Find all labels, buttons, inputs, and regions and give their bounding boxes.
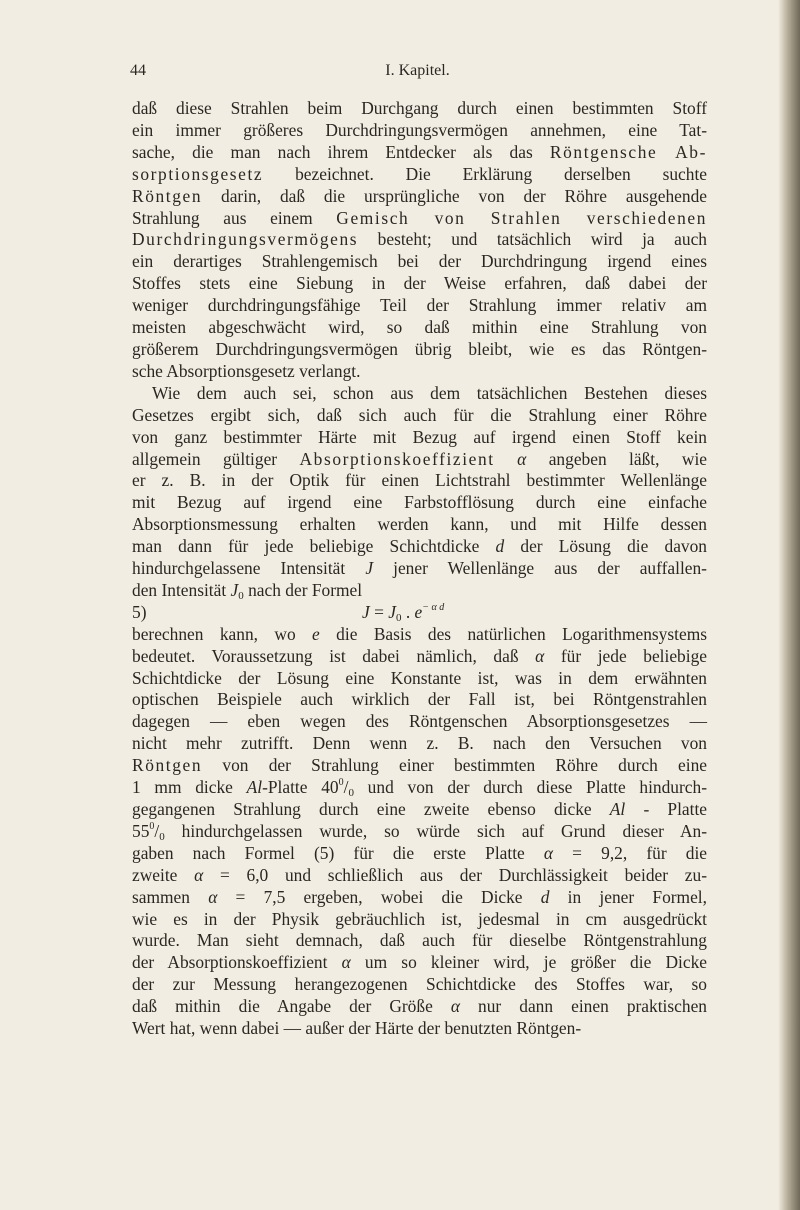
- paragraph-2: [132, 383, 707, 602]
- text-line: $55^0/_0$ hindurchgelassen wurde, so würde sich auf Grund dieser An-: [132, 820, 707, 843]
- formula-j0-subscript: 0: [395, 611, 402, 624]
- text-line: optischen Beispiele auch wirklich der Fall ist, bei Röntgenstrahlen: [132, 689, 707, 710]
- italic-symbol: α: [535, 645, 545, 666]
- italic-symbol: d: [495, 536, 505, 557]
- italic-symbol: α: [208, 886, 218, 907]
- text-line: mit Bezug auf irgend eine Farbstofflösung durch eine einfache: [132, 492, 707, 513]
- spaced-term: Röntgen: [132, 185, 203, 206]
- text-line: Stoffes stets eine Siebung in der Weise erfahren, daß dabei der: [132, 273, 707, 294]
- formula-exponent: − α d: [422, 601, 445, 613]
- text-line: gaben nach Formel (5) für die erste Platte α = 9,2, für die: [132, 842, 708, 863]
- text-line: ein derartiges Strahlengemisch bei der Durchdringung irgend eines: [132, 251, 707, 272]
- subscript: 0: [348, 787, 354, 800]
- text-line: daß diese Strahlen beim Durchgang durch einen bestimmten Stoff: [132, 98, 707, 118]
- text-line: Wert hat, wenn dabei — außer der Härte der benutzten Röntgen-: [132, 1018, 582, 1039]
- text-line: wurde. Man sieht demnach, daß auch für dieselbe Röntgenstrahlung: [132, 930, 707, 951]
- text-line: sche Absorptionsgesetz verlangt.: [132, 360, 361, 381]
- italic-symbol: J: [230, 579, 239, 600]
- text-line: nicht mehr zutrifft. Denn wenn z. B. nach den Versuchen von: [132, 733, 707, 754]
- text-line: Strahlung aus einem Gemisch von Strahlen verschiedenen: [132, 207, 708, 228]
- formula-j0: J: [388, 601, 396, 622]
- text-line: dagegen — eben wegen des Röntgenschen Absorptionsgesetzes —: [132, 711, 707, 732]
- text-line: größerem Durchdringungsvermögen übrig bleibt, wie es das Röntgen-: [132, 338, 707, 359]
- text-line: Schichtdicke der Lösung eine Konstante ist, was in dem erwähnten: [132, 667, 707, 688]
- body-text: [132, 98, 707, 1040]
- formula-5: [132, 602, 707, 624]
- text-line: Wie dem auch sei, schon aus dem tatsächlichen Bestehen dieses: [152, 382, 707, 403]
- formula-e: e: [414, 601, 423, 622]
- formula-expression: [362, 602, 444, 624]
- text-line: der zur Messung herangezogenen Schichtdicke des Stoffes war, so: [132, 974, 707, 995]
- italic-symbol: α: [341, 952, 351, 973]
- text-line: hindurchgelassene Intensität J jener Wellenlänge aus der auffallen-: [132, 558, 707, 579]
- italic-symbol: α: [450, 996, 460, 1017]
- text-line: daß mithin die Angabe der Größe α nur dann einen praktischen: [132, 996, 707, 1017]
- text-line: Durchdringungsvermögens besteht; und tatsächlich wird ja auch: [132, 229, 707, 250]
- text-line: zweite α = 6,0 und schließlich aus der Durchlässigkeit beider zu-: [132, 864, 707, 885]
- text-line: meisten abgeschwächt wird, so daß mithin eine Strahlung von: [132, 317, 707, 338]
- spaced-term: Absorptionskoeffizient: [299, 448, 495, 469]
- page-header: [130, 62, 705, 84]
- text-line: wie es in der Physik gebräuchlich ist, jedesmal in cm ausgedrückt: [132, 908, 707, 929]
- subscript: 0: [238, 589, 244, 602]
- text-line: gegangenen Strahlung durch eine zweite ebenso dicke Al - Platte: [132, 798, 708, 819]
- formula-number: 5): [132, 601, 147, 622]
- superscript: 0: [338, 777, 344, 789]
- formula-equals: =: [369, 601, 389, 622]
- italic-symbol: α: [517, 448, 527, 469]
- text-line: allgemein gültiger Absorptionskoeffizient α angeben läßt, wie: [132, 448, 708, 469]
- text-line: berechnen kann, wo e die Basis des natürlichen Logarithmensystems: [132, 623, 707, 644]
- text-line: weniger durchdringungsfähige Teil der Strahlung immer relativ am: [132, 295, 707, 316]
- text-line: er z. B. in der Optik für einen Lichtstrahl bestimmter Wellenlänge: [132, 470, 707, 491]
- text-line: der Absorptionskoeffizient α um so kleiner wird, je größer die Dicke: [132, 952, 707, 973]
- spaced-term: sorptionsgesetz: [132, 163, 264, 184]
- formula-dot: .: [401, 601, 415, 622]
- text-line: 1 mm dicke Al-Platte $40^0/_0$ und von der durch diese Platte hindurch-: [132, 777, 708, 800]
- paragraph-3: [132, 624, 707, 1040]
- running-head: I. Kapitel.: [385, 62, 450, 79]
- text-line: den Intensität $J_0$ nach der Formel: [132, 579, 363, 602]
- spaced-term: Durchdringungsvermögens: [132, 229, 359, 250]
- spaced-term: Röntgen: [132, 755, 203, 776]
- formula-lhs: J: [362, 601, 370, 622]
- paragraph-1: [132, 98, 707, 383]
- text-line: sache, die man nach ihrem Entdecker als das Röntgensche Ab-: [132, 141, 707, 162]
- page-edge-shadow: [778, 0, 800, 1210]
- text-line: bedeutet. Voraussetzung ist dabei nämlich, daß α für jede beliebige: [132, 645, 707, 666]
- text-line: sammen α = 7,5 ergeben, wobei die Dicke d in jener Formel,: [132, 886, 707, 907]
- text-line: Absorptionsmessung erhalten werden kann, und mit Hilfe dessen: [132, 514, 707, 535]
- italic-symbol: α: [194, 864, 204, 885]
- italic-symbol: d: [540, 886, 550, 907]
- spaced-term: Röntgensche Ab-: [549, 141, 707, 162]
- superscript: 0: [149, 820, 155, 832]
- spaced-term: Gemisch von Strahlen verschiedenen: [336, 207, 708, 228]
- italic-symbol: α: [543, 842, 554, 863]
- text-line: Röntgen darin, daß die ursprüngliche von der Röhre ausgehende: [132, 185, 707, 206]
- text-line: ein immer größeres Durchdringungsvermögen annehmen, eine Tat-: [132, 119, 707, 140]
- text-line: Gesetzes ergibt sich, daß sich auch für die Strahlung einer Röhre: [132, 404, 707, 425]
- italic-symbol: J: [365, 558, 374, 579]
- italic-symbol: Al: [609, 798, 626, 819]
- subscript: 0: [159, 830, 165, 843]
- italic-symbol: Al: [246, 777, 263, 798]
- page-number: 44: [130, 62, 146, 79]
- text-line: Röntgen von der Strahlung einer bestimmten Röhre durch eine: [132, 755, 707, 776]
- italic-symbol: e: [312, 623, 320, 644]
- text-line: von ganz bestimmter Härte mit Bezug auf irgend einen Stoff kein: [132, 426, 707, 447]
- text-line: man dann für jede beliebige Schichtdicke d der Lösung die davon: [132, 536, 708, 557]
- text-line: sorptionsgesetz bezeichnet. Die Erklärung derselben suchte: [132, 163, 707, 184]
